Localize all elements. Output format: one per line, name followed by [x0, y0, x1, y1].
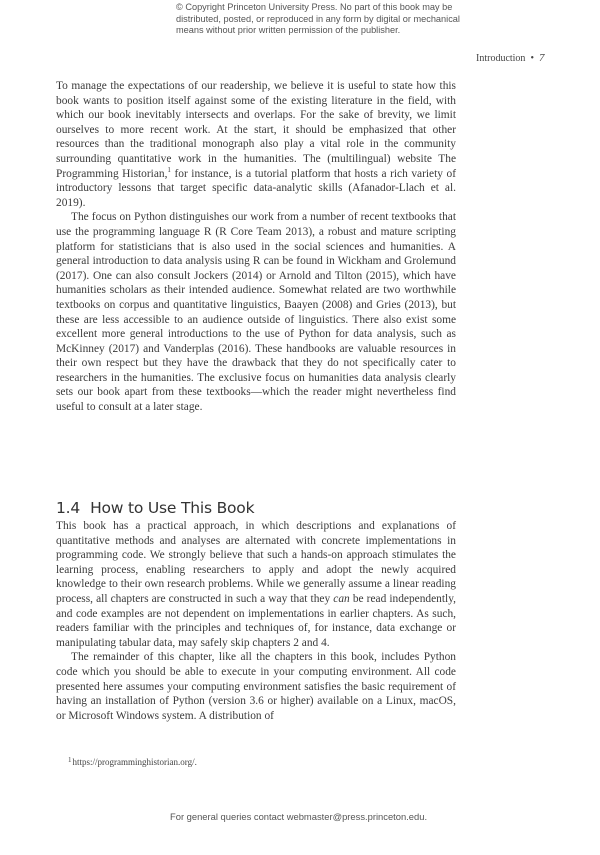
paragraph-text: This book has a practical approach, in which descriptions and explanations of quantitative methods and analyses are alternated with concrete implementations in programming code. We strongly believe that such a hands-on approach stimulates the learning process, enabling researchers to apply and adopt the newly acquired knowledge to their own research problems. While we generally assume a linear reading process, all chapters are constructed in such a way that they	[56, 520, 456, 605]
section-heading	[56, 499, 254, 517]
body-text-section	[56, 519, 456, 723]
paragraph: The remainder of this chapter, like all the chapters in this book, includes Python code which you should be able to execute in your computing environment. All code presented here assumes your computing environment satisfies the basic requirement of having an installation of Python (version 3.6 or higher) available on a Linux, macOS, or Microsoft Windows system. A distribution of	[56, 651, 456, 722]
footnote-reference[interactable]: 1	[167, 165, 171, 174]
paragraph-text: To manage the expectations of our readership, we believe it is useful to state how this book wants to position itself against some of the existing literature in the field, with which our book inevitably intersects and overlaps. For the sake of brevity, we limit ourselves to more recent work. At the start, it should be emphasized that other resources than the traditional monograph also play a vital role in the community surrounding quantitative work in the humanities. The (multilingual) website The Programming Historian,	[56, 80, 456, 180]
section-number: 1.4	[56, 498, 81, 517]
copyright-line: means without prior written permission of the publisher.	[176, 25, 401, 35]
bullet-separator: •	[530, 53, 534, 64]
footnote-number: 1	[68, 756, 72, 764]
paragraph: The focus on Python distinguishes our work from a number of recent textbooks that use the programming language R (R Core Team 2013), a robust and mature scripting platform for statisticians that is also used in the social sciences and humanities. A general introduction to data analysis using R can be found in Wickham and Grolemund (2017). One can also consult Jockers (2014) or Arnold and Tilton (2015), which have humanities scholars as their intended audience. Somewhat related are two worthwhile textbooks on corpus and quantitative linguistics, Baayen (2008) and Gries (2013), but these are less accessible to an audience outside of linguistics. There also exist some excellent more general introductions to the use of Python for data analysis, such as McKinney (2017) and Vanderplas (2016). These handbooks are valuable resources in their own respect but they have the drawback that they do not specifically cater to researchers in the humanities. The exclusive focus on humanities data analysis clearly sets our book apart from these textbooks—which the reader might nevertheless find useful to consult at a later stage.	[56, 211, 456, 414]
paragraph	[56, 79, 456, 210]
footnote	[68, 757, 197, 767]
running-head-section: Introduction	[476, 53, 526, 64]
running-head	[476, 52, 544, 64]
copyright-line: © Copyright Princeton University Press. No part of this book may be	[176, 2, 453, 12]
paragraph-text: for instance, is a tutorial platform that hosts a rich variety of introductory lessons that target specific data-analytic skills (Afanador-Llach et al. 2019).	[56, 167, 456, 209]
copyright-line: distributed, posted, or reproduced in any form by digital or mechanical	[176, 13, 460, 24]
paragraph-text: be read independently, and code examples are not dependent on implementations in earlier chapters. As such, readers familiar with the principles and techniques of, for instance, data exchange or manipulating tabular data, may safely skip chapters 2 and 4.	[56, 592, 456, 649]
section-title: How to Use This Book	[90, 498, 255, 517]
page-number: 7	[538, 52, 545, 64]
footer-text: For general queries contact webmaster@press.princeton.edu.	[170, 811, 428, 822]
footnote-link[interactable]: https://programminghistorian.org/.	[72, 757, 197, 767]
copyright-notice	[176, 2, 476, 37]
body-text-intro	[56, 79, 456, 415]
page-footer	[170, 811, 427, 822]
emphasis-text: can	[333, 592, 350, 605]
paragraph	[56, 519, 456, 650]
